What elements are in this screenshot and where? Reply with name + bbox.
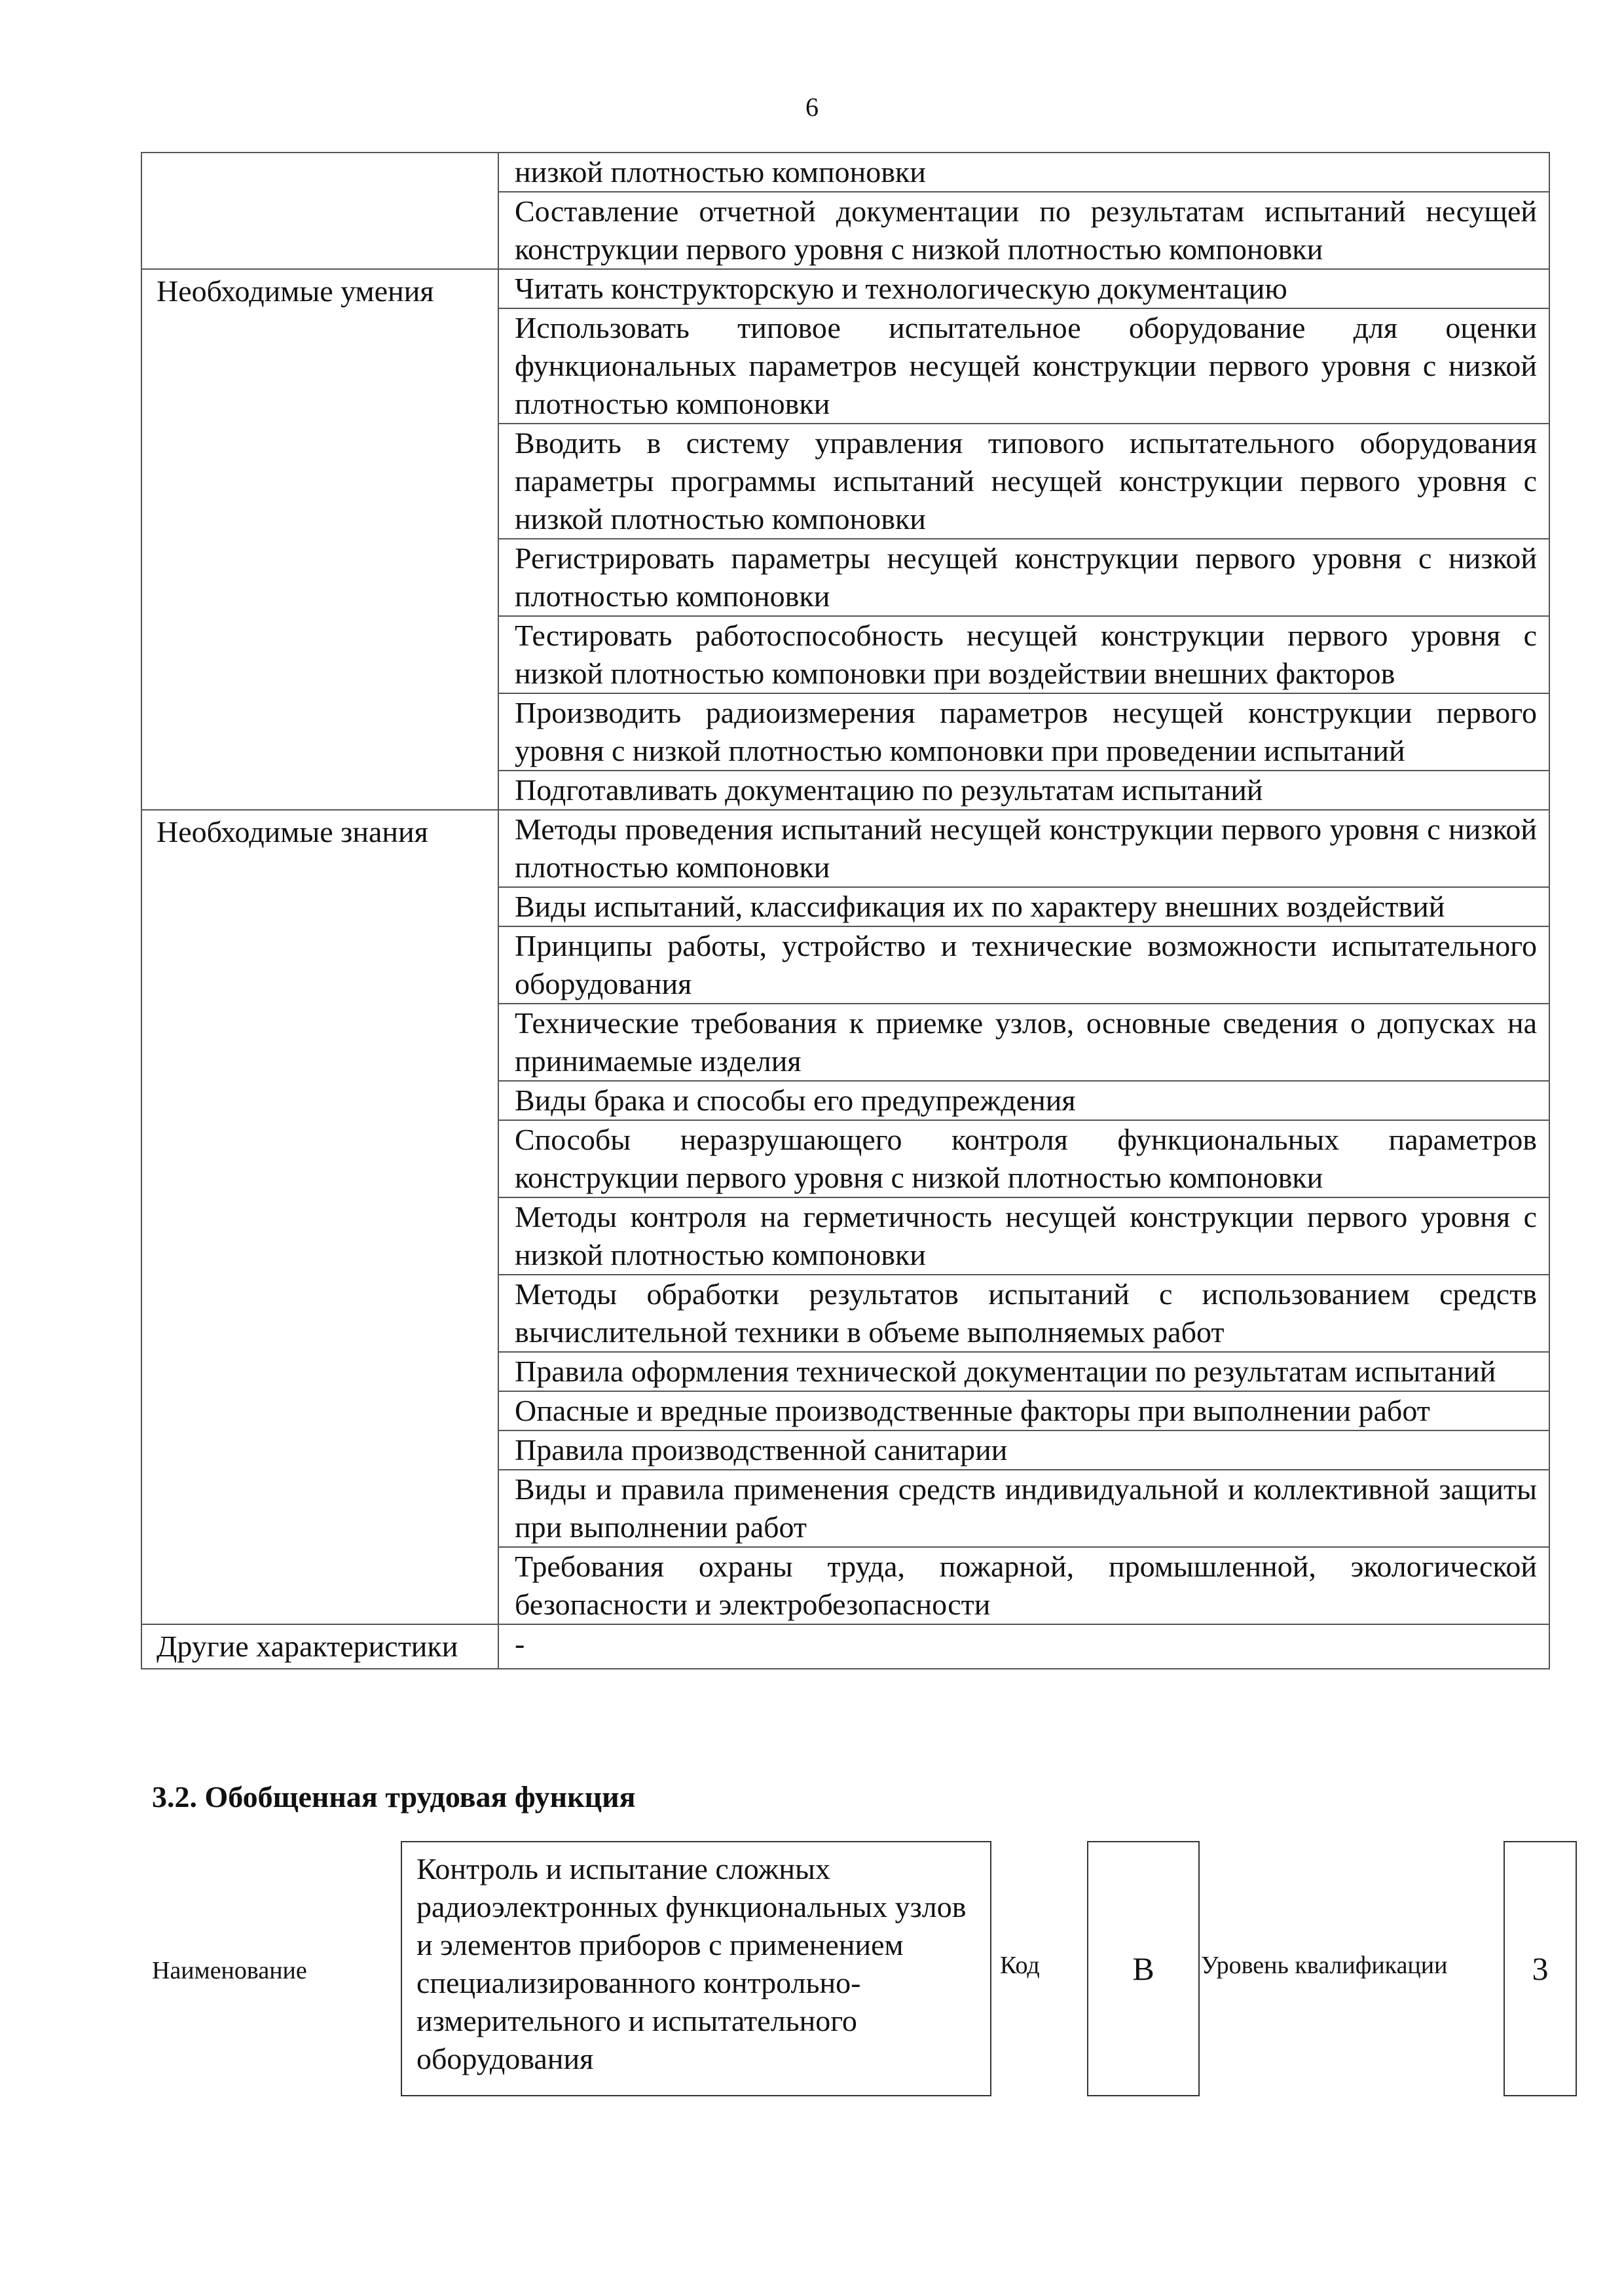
table-row bbox=[141, 269, 1549, 308]
row-description: - bbox=[498, 1624, 1549, 1669]
row-description: Методы контроля на герметичность несущей конструкции первого уровня с низкой плотностью компоновки bbox=[498, 1197, 1549, 1275]
row-label: Другие характеристики bbox=[141, 1624, 498, 1669]
row-description: Виды и правила применения средств индивидуальной и коллективной защиты при выполнении работ bbox=[498, 1470, 1549, 1547]
row-description: низкой плотностью компоновки bbox=[498, 153, 1549, 192]
requirements-table-body bbox=[141, 153, 1549, 1669]
table-row bbox=[141, 153, 1549, 192]
row-label: Необходимые умения bbox=[141, 269, 498, 810]
code-label: Код bbox=[1000, 1952, 1040, 1979]
table-row bbox=[141, 810, 1549, 887]
row-description: Методы обработки результатов испытаний с использованием средств вычислительной техники в объеме выполняемых работ bbox=[498, 1275, 1549, 1352]
row-description: Тестировать работоспособность несущей конструкции первого уровня с низкой плотностью компоновки при воздействии внешних факторов bbox=[498, 616, 1549, 693]
row-description: Виды испытаний, классификация их по характеру внешних воздействий bbox=[498, 887, 1549, 926]
row-description: Читать конструкторскую и технологическую документацию bbox=[498, 269, 1549, 308]
row-description: Производить радиоизмерения параметров несущей конструкции первого уровня с низкой плотностью компоновки при проведении испытаний bbox=[498, 693, 1549, 771]
table-row bbox=[141, 1624, 1549, 1669]
row-description: Правила оформления технической документации по результатам испытаний bbox=[498, 1352, 1549, 1391]
row-label bbox=[141, 153, 498, 269]
qualification-level-label: Уровень квалификации bbox=[1201, 1952, 1448, 1979]
row-description: Технические требования к приемке узлов, основные сведения о допусках на принимаемые изделия bbox=[498, 1004, 1549, 1081]
row-description: Требования охраны труда, пожарной, промышленной, экологической безопасности и электробезопасности bbox=[498, 1547, 1549, 1624]
function-name-box: Контроль и испытание сложных радиоэлектронных функциональных узлов и элементов приборов с применением специализированного контрольно-измерительного и испытательного оборудования bbox=[401, 1841, 991, 2096]
row-description: Виды брака и способы его предупреждения bbox=[498, 1081, 1549, 1120]
row-description: Способы неразрушающего контроля функциональных параметров конструкции первого уровня с низкой плотностью компоновки bbox=[498, 1120, 1549, 1197]
row-description: Регистрировать параметры несущей конструкции первого уровня с низкой плотностью компоновки bbox=[498, 539, 1549, 616]
row-description: Методы проведения испытаний несущей конструкции первого уровня с низкой плотностью компоновки bbox=[498, 810, 1549, 887]
row-description: Вводить в систему управления типового испытательного оборудования параметры программы испытаний несущей конструкции первого уровня с низкой плотностью компоновки bbox=[498, 424, 1549, 539]
row-description: Принципы работы, устройство и технические возможности испытательного оборудования bbox=[498, 926, 1549, 1004]
row-description: Правила производственной санитарии bbox=[498, 1430, 1549, 1470]
section-title: 3.2. Обобщенная трудовая функция bbox=[152, 1780, 636, 1813]
page-number: 6 bbox=[805, 92, 819, 122]
code-value-box: B bbox=[1087, 1841, 1200, 2096]
row-label: Необходимые знания bbox=[141, 810, 498, 1624]
row-description: Составление отчетной документации по результатам испытаний несущей конструкции первого уровня с низкой плотностью компоновки bbox=[498, 192, 1549, 269]
row-description: Использовать типовое испытательное оборудование для оценки функциональных параметров несущей конструкции первого уровня с низкой плотностью компоновки bbox=[498, 308, 1549, 424]
name-label: Наименование bbox=[152, 1957, 307, 1984]
qualification-level-box: 3 bbox=[1504, 1841, 1577, 2096]
row-description: Опасные и вредные производственные факторы при выполнении работ bbox=[498, 1391, 1549, 1430]
row-description: Подготавливать документацию по результатам испытаний bbox=[498, 771, 1549, 810]
requirements-table bbox=[141, 152, 1550, 1669]
